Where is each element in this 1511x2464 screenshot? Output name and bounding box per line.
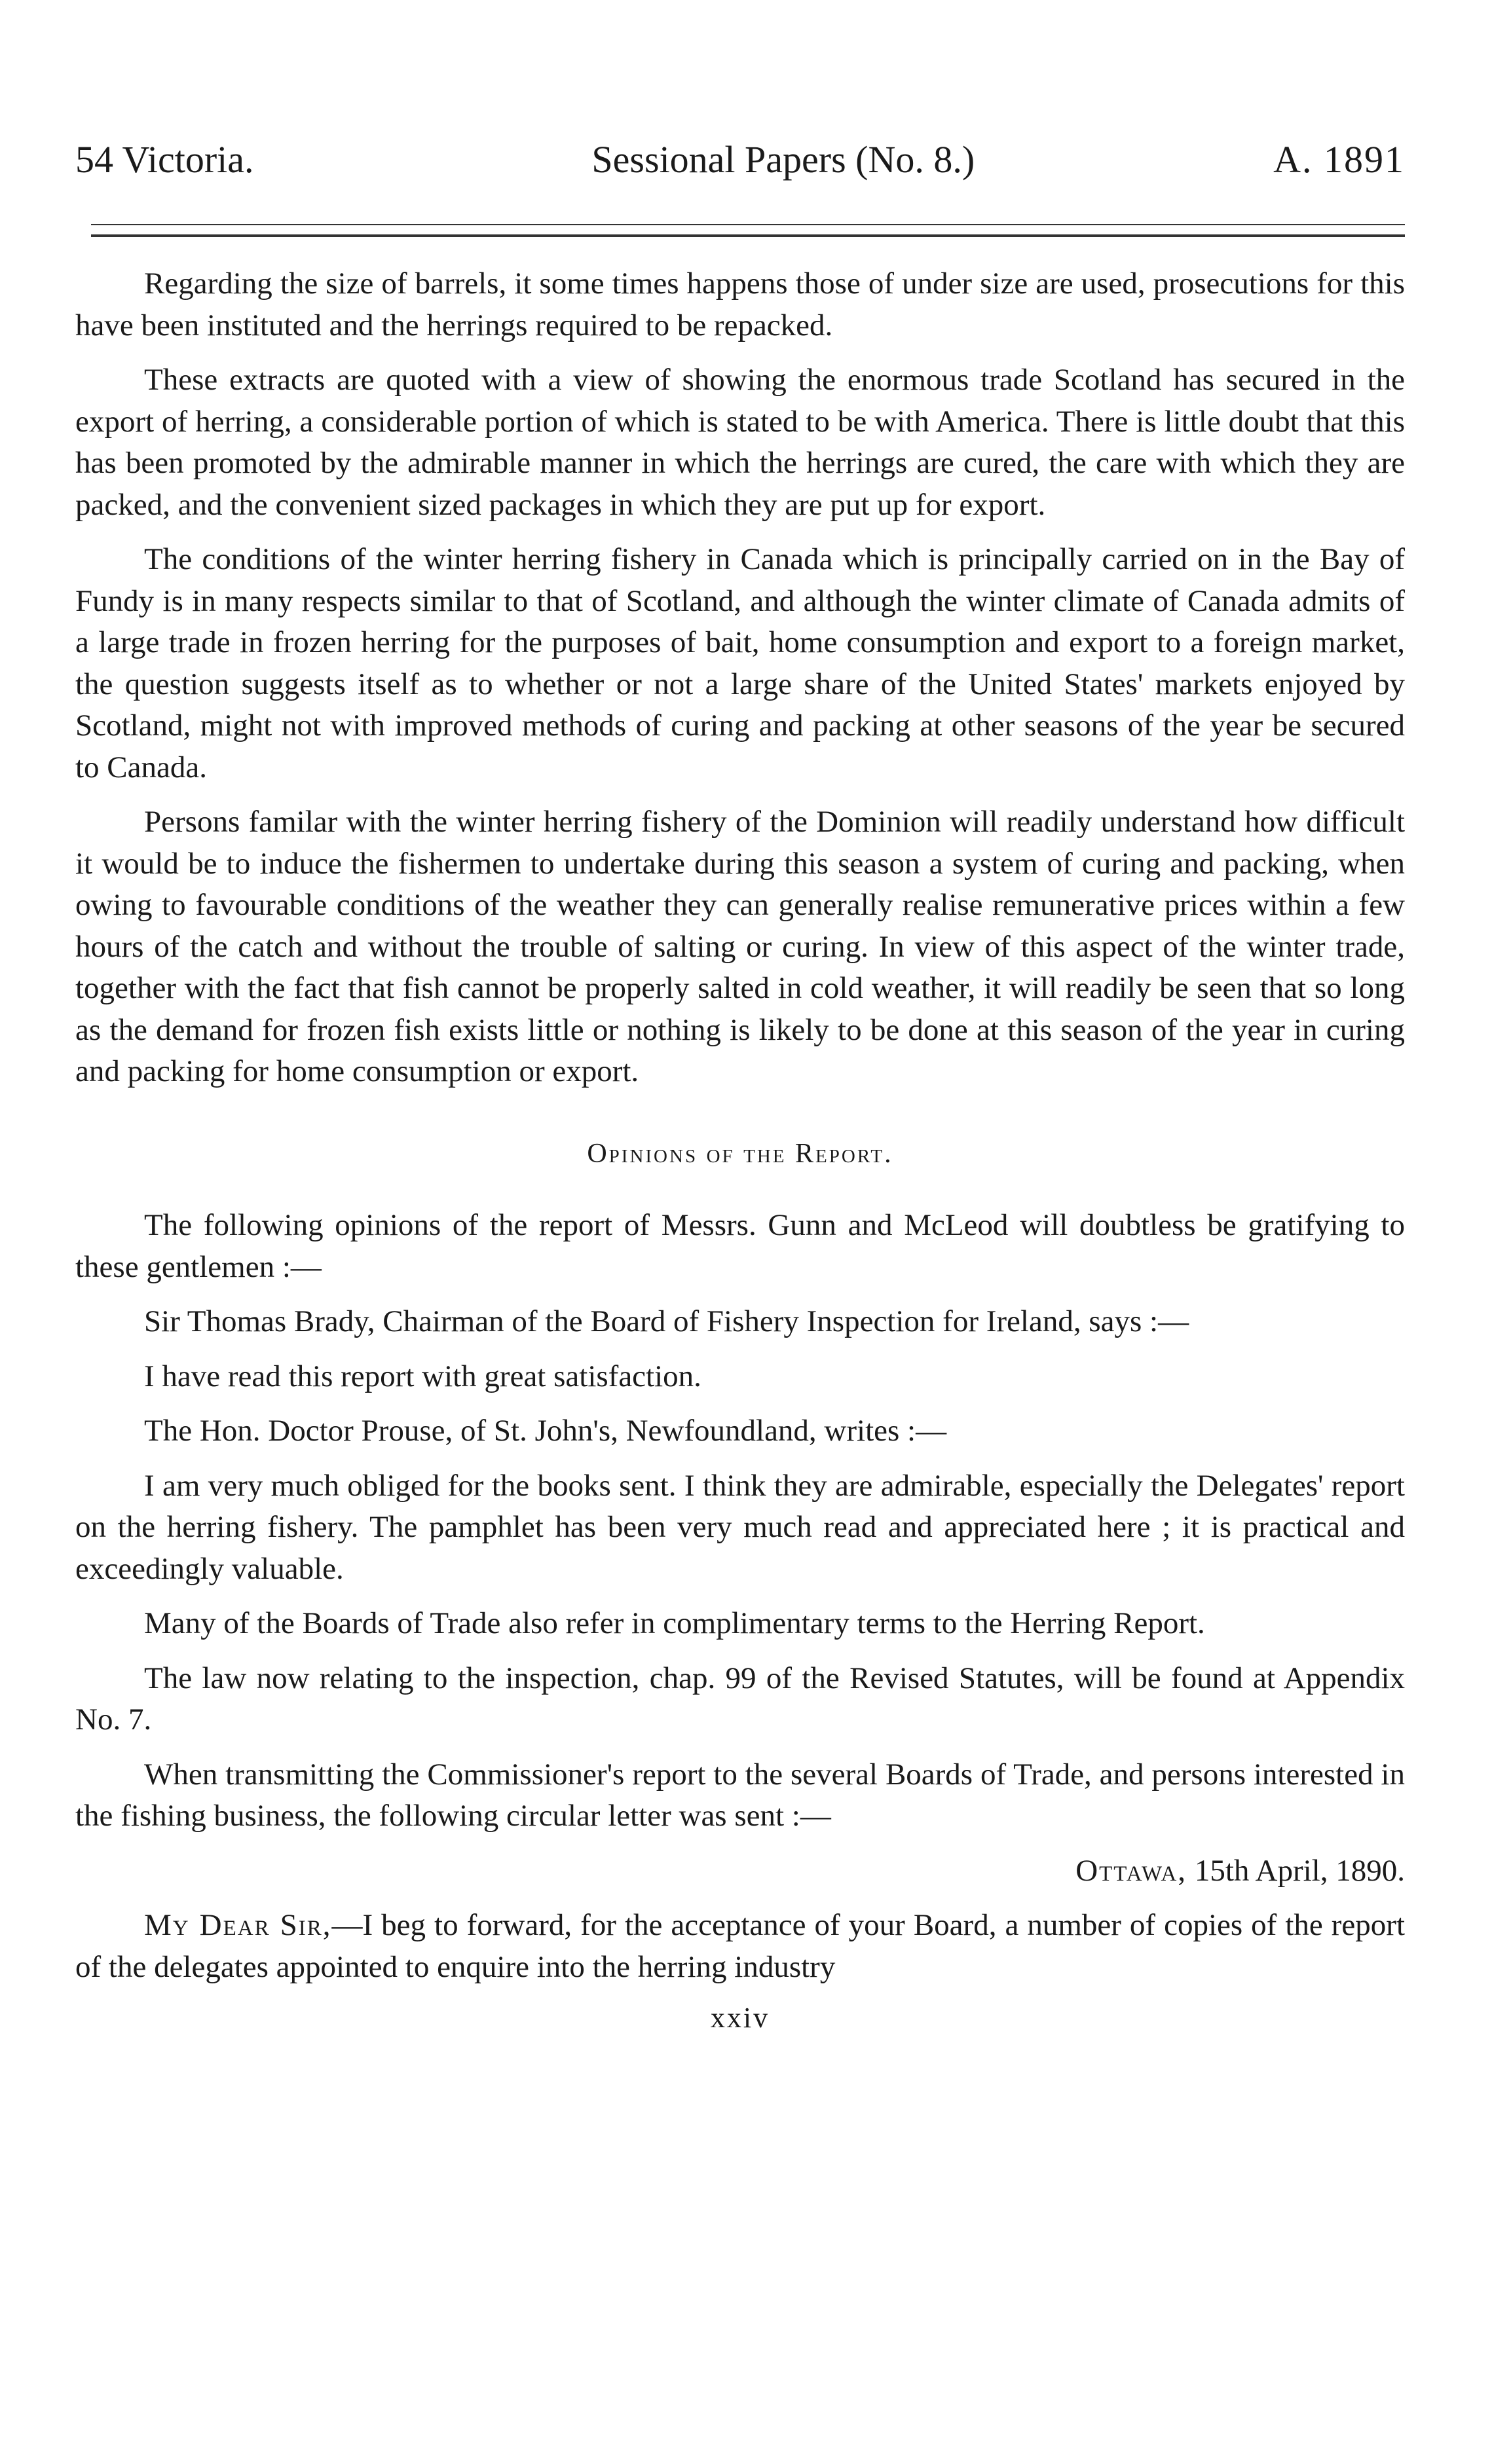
paragraph: Sir Thomas Brady, Chairman of the Board of Fishery Inspection for Ireland, says :—: [144, 1304, 1189, 1338]
paragraph: The law now relating to the inspection, chap. 99 of the Revised Statutes, will be found at Appendix No. 7.: [75, 1661, 1405, 1737]
paragraph: I am very much obliged for the books sent. I think they are admirable, especially the Delegates' report on the herring fishery. The pamphlet has been very much read and appreciated here ; it is practical and exceedingly valuable.: [75, 1468, 1405, 1586]
paragraph: Many of the Boards of Trade also refer in complimentary terms to the Herring Report.: [144, 1606, 1205, 1640]
paragraph: Persons familar with the winter herring fishery of the Dominion will readily understand how difficult it would be to induce the fishermen to undertake during this season a system of curing and packing, when owing to favourable conditions of the weather they can generally realise remunerative prices within a few hours of the catch and without the trouble of salting or curing. In view of this aspect of the winter trade, together with the fact that fish cannot be properly salted in cold weather, it will readily be seen that so long as the demand for frozen fish exists little or nothing is likely to be done at this season of the year in curing and packing for home consumption or export.: [75, 805, 1405, 1088]
dateline-date: 15th April, 1890.: [1194, 1853, 1405, 1888]
header-rule: [91, 224, 1405, 237]
paragraph: Regarding the size of barrels, it some times happens those of under size are used, prosecutions for this have been instituted and the herrings required to be repacked.: [75, 267, 1405, 342]
dateline-place: Ottawa,: [1075, 1853, 1187, 1888]
letter-opening: [75, 1905, 1405, 1988]
section-heading: Opinions of the Report.: [587, 1138, 893, 1169]
paragraph: When transmitting the Commissioner's report to the several Boards of Trade, and persons interested in the fishing business, the following circular letter was sent :—: [75, 1757, 1405, 1833]
body-text: [75, 263, 1405, 1988]
header-year: A. 1891: [1273, 138, 1405, 181]
paragraph: I have read this report with great satisfaction.: [144, 1359, 701, 1393]
letter-dateline: [75, 1850, 1405, 1892]
page-number: xxiv: [710, 2002, 770, 2034]
paragraph: These extracts are quoted with a view of showing the enormous trade Scotland has secured in the export of herring, a considerable portion of which is stated to be with America. There is little doubt that this has been promoted by the admirable manner in which the herrings are cured, the care with which they are packed, and the convenient sized packages in which they are put up for export.: [75, 363, 1405, 522]
document-page: [75, 138, 1405, 2034]
paragraph: The conditions of the winter herring fishery in Canada which is principally carried on in the Bay of Fundy is in many respects similar to that of Scotland, and although the winter climate of Canada admits of a large trade in frozen herring for the purposes of bait, home consumption and export to a foreign market, the question suggests itself as to whether or not a large share of the United States' markets enjoyed by Scotland, might not with improved methods of curing and packing at other seasons of the year be secured to Canada.: [75, 542, 1405, 784]
letter-text: —I beg to forward, for the acceptance of your Board, a number of copies of the report of the delegates appointed to enquire into the herring industry: [75, 1908, 1406, 1984]
header-title: Sessional Papers (No. 8.): [591, 138, 975, 181]
paragraph: The Hon. Doctor Prouse, of St. John's, Newfoundland, writes :—: [144, 1414, 947, 1448]
header-volume: 54 Victoria.: [75, 138, 254, 181]
running-header: [75, 138, 1405, 193]
paragraph: The following opinions of the report of Messrs. Gunn and McLeod will doubtless be gratifying to these gentlemen :—: [75, 1208, 1405, 1284]
letter-salutation: My Dear Sir,: [144, 1908, 332, 1942]
